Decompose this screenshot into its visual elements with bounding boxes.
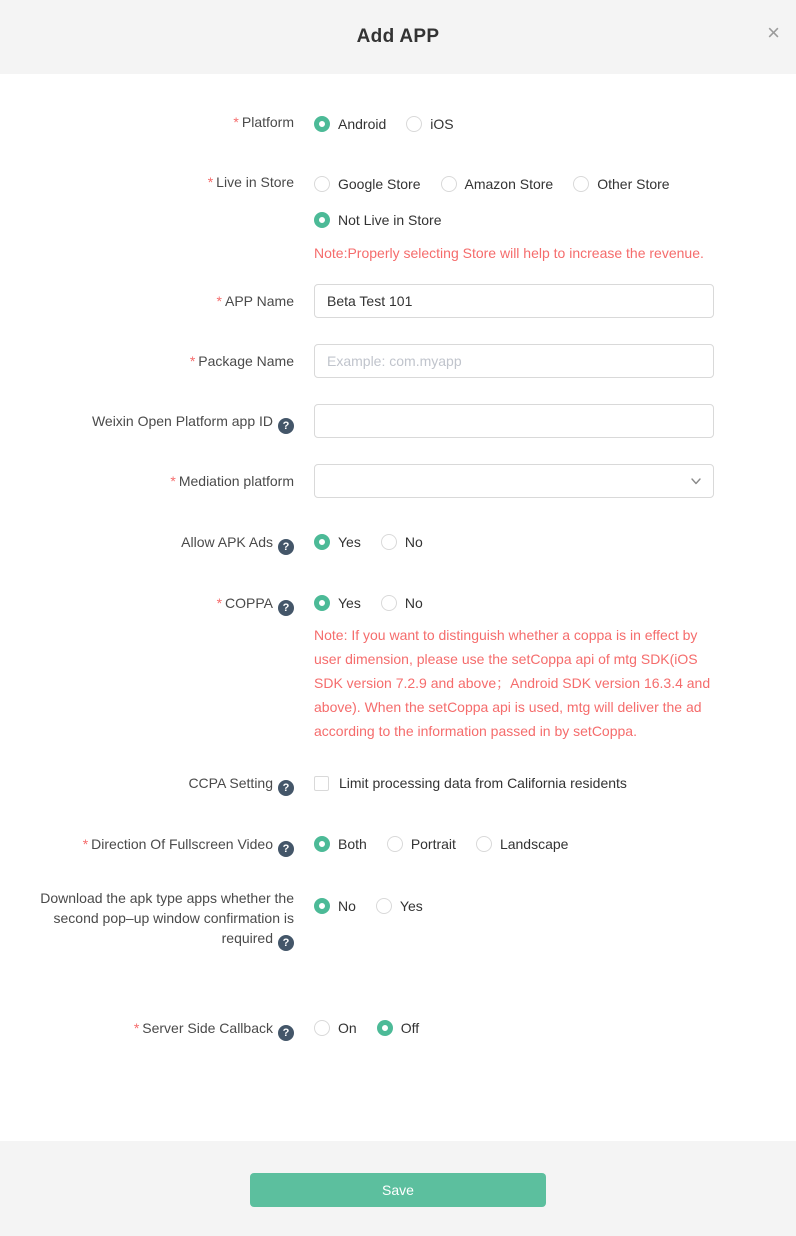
mediation-platform-select[interactable] xyxy=(314,464,714,498)
required-marker: * xyxy=(82,836,89,852)
coppa-note: Note: If you want to distinguish whether a coppa is in effect by user dimension, please use the setCoppa api of mtg SDK(iOS SDK version 7.2.9 and above；Android SDK version 16.3.4 and above). When the setCoppa api is used, mtg will deliver the ad according to the information passed in by setCoppa. xyxy=(314,627,711,739)
form-item-weixin-app-id xyxy=(0,404,796,438)
platform-radio-ios[interactable]: iOS xyxy=(406,114,453,134)
radio-unchecked-icon[interactable] xyxy=(381,534,397,550)
radio-checked-icon[interactable] xyxy=(314,212,330,228)
form-item-ccpa-setting xyxy=(0,771,796,796)
live-in-store-radio-row-1 xyxy=(314,172,714,196)
help-icon[interactable]: ? xyxy=(278,841,294,857)
allow-apk-ads-label: Allow APK Ads ? xyxy=(0,530,314,555)
required-marker: * xyxy=(170,473,176,489)
chevron-down-icon xyxy=(690,475,702,487)
help-icon[interactable]: ? xyxy=(278,418,294,434)
coppa-radio-yes[interactable]: Yes xyxy=(314,593,361,613)
allow-apk-ads-radio-no[interactable]: No xyxy=(381,532,423,552)
coppa-radio-no[interactable]: No xyxy=(381,593,423,613)
radio-unchecked-icon[interactable] xyxy=(381,595,397,611)
radio-unchecked-icon[interactable] xyxy=(314,176,330,192)
apk-download-radio-no[interactable]: No xyxy=(314,896,356,916)
required-marker: * xyxy=(189,353,196,369)
apk-download-radio-yes[interactable]: Yes xyxy=(376,896,423,916)
allow-apk-ads-radio-yes[interactable]: Yes xyxy=(314,532,361,552)
apk-download-confirmation-label: Download the apk type apps whether the second pop–up window confirmation is required ? xyxy=(40,890,294,949)
modal-footer xyxy=(0,1141,796,1236)
required-marker: * xyxy=(216,293,222,309)
radio-unchecked-icon[interactable] xyxy=(376,898,392,914)
package-name-input[interactable] xyxy=(314,344,714,378)
server-side-callback-label: * Server Side Callback ? xyxy=(0,1016,314,1041)
checkbox-unchecked-icon[interactable] xyxy=(314,776,329,791)
weixin-app-id-label: Weixin Open Platform app ID ? xyxy=(0,404,314,438)
platform-radio-group xyxy=(314,112,714,136)
radio-checked-icon[interactable] xyxy=(314,836,330,852)
modal-body xyxy=(0,74,796,1141)
required-marker: * xyxy=(216,595,223,611)
help-icon[interactable]: ? xyxy=(278,1025,294,1041)
close-icon[interactable]: × xyxy=(767,20,780,45)
platform-radio-android[interactable]: Android xyxy=(314,114,386,134)
help-icon[interactable]: ? xyxy=(278,600,294,616)
app-name-label: * APP Name xyxy=(216,293,294,309)
form-item-app-name xyxy=(0,284,796,318)
coppa-label: * COPPA ? xyxy=(0,591,314,616)
save-button[interactable]: Save xyxy=(250,1173,546,1207)
form-item-apk-download-confirmation xyxy=(0,888,796,951)
ccpa-checkbox-label[interactable]: Limit processing data from California residents xyxy=(339,775,627,791)
form-item-server-side-callback xyxy=(0,1016,796,1041)
form-item-mediation-platform xyxy=(0,464,796,498)
direction-radio-landscape[interactable]: Landscape xyxy=(476,834,569,854)
coppa-radio-group xyxy=(314,591,714,615)
form-item-coppa xyxy=(0,591,796,743)
form-item-platform xyxy=(0,112,796,136)
help-icon[interactable]: ? xyxy=(278,935,294,951)
form-item-package-name xyxy=(0,344,796,378)
platform-label: * Platform xyxy=(233,114,294,130)
weixin-app-id-input[interactable] xyxy=(314,404,714,438)
live-in-store-note: Note:Properly selecting Store will help to increase the revenue. xyxy=(314,245,704,261)
ccpa-setting-label: CCPA Setting ? xyxy=(0,771,314,796)
mediation-platform-label: * Mediation platform xyxy=(170,473,294,489)
live-in-store-radio-row-2 xyxy=(314,208,714,232)
live-in-store-label: * Live in Store xyxy=(207,174,294,190)
radio-unchecked-icon[interactable] xyxy=(387,836,403,852)
help-icon[interactable]: ? xyxy=(278,539,294,555)
ccpa-checkbox-row[interactable] xyxy=(314,771,714,795)
form-item-live-in-store xyxy=(0,172,796,266)
app-name-input[interactable] xyxy=(314,284,714,318)
modal-header xyxy=(0,0,796,74)
required-marker: * xyxy=(133,1020,140,1036)
radio-unchecked-icon[interactable] xyxy=(441,176,457,192)
required-marker: * xyxy=(233,114,239,130)
package-name-label: * Package Name xyxy=(189,353,294,369)
direction-fullscreen-video-label: * Direction Of Fullscreen Video ? xyxy=(0,832,314,857)
radio-checked-icon[interactable] xyxy=(314,595,330,611)
radio-unchecked-icon[interactable] xyxy=(406,116,422,132)
radio-checked-icon[interactable] xyxy=(314,898,330,914)
form-item-allow-apk-ads xyxy=(0,530,796,555)
direction-radio-portrait[interactable]: Portrait xyxy=(387,834,456,854)
allow-apk-ads-radio-group xyxy=(314,530,714,554)
help-icon[interactable]: ? xyxy=(278,780,294,796)
apk-download-radio-group xyxy=(314,894,714,918)
server-callback-radio-off[interactable]: Off xyxy=(377,1018,419,1038)
radio-unchecked-icon[interactable] xyxy=(314,1020,330,1036)
live-in-store-radio-other[interactable]: Other Store xyxy=(573,174,669,194)
form-item-direction-fullscreen-video xyxy=(0,832,796,857)
page-title: Add APP xyxy=(356,26,440,47)
direction-radio-both[interactable]: Both xyxy=(314,834,367,854)
radio-unchecked-icon[interactable] xyxy=(476,836,492,852)
server-callback-radio-group xyxy=(314,1016,714,1040)
server-callback-radio-on[interactable]: On xyxy=(314,1018,357,1038)
radio-checked-icon[interactable] xyxy=(377,1020,393,1036)
required-marker: * xyxy=(207,174,214,190)
radio-checked-icon[interactable] xyxy=(314,116,330,132)
live-in-store-radio-not-live[interactable]: Not Live in Store xyxy=(314,210,442,230)
radio-checked-icon[interactable] xyxy=(314,534,330,550)
radio-unchecked-icon[interactable] xyxy=(573,176,589,192)
direction-radio-group xyxy=(314,832,714,856)
live-in-store-radio-google[interactable]: Google Store xyxy=(314,174,421,194)
live-in-store-radio-amazon[interactable]: Amazon Store xyxy=(441,174,554,194)
